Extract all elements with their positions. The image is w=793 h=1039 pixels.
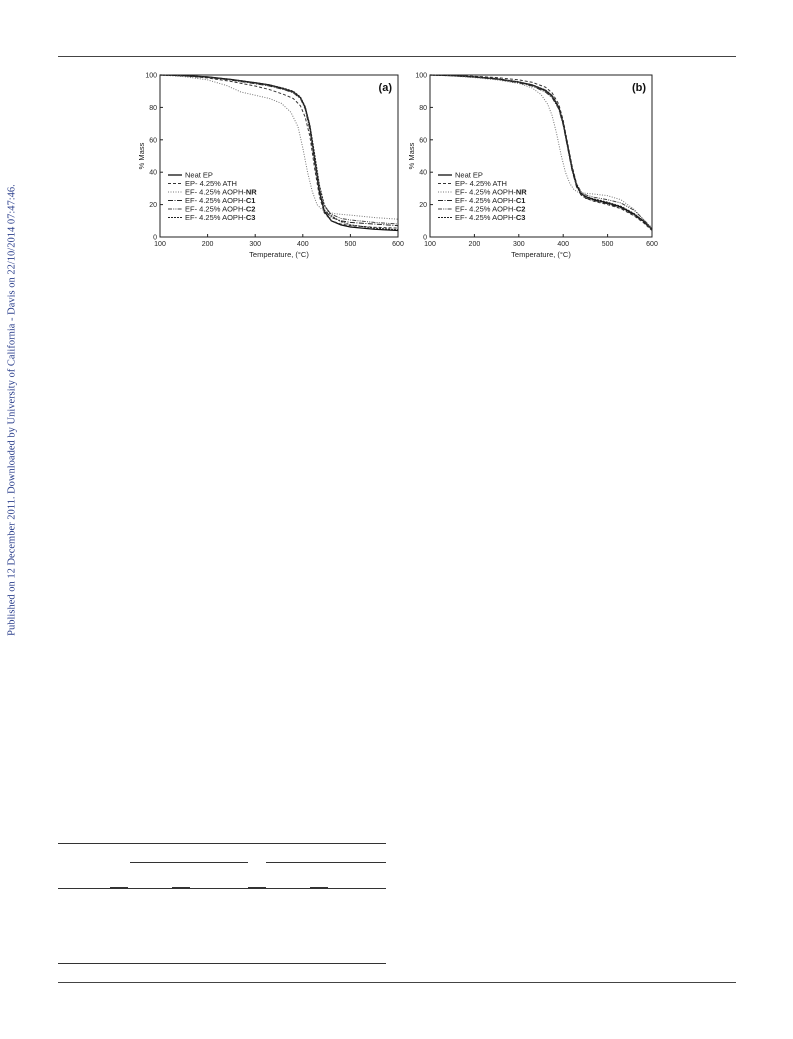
chart-a-legend-entry: Neat EP: [185, 170, 213, 180]
chart-b-y-tick-label: 60: [419, 137, 427, 145]
tga-chart-a-svg: [130, 66, 405, 266]
chart-a-legend-entry: EP- 4.25% ATH: [185, 179, 237, 188]
chart-b-legend-entry: EF- 4.25% AOPH-C1: [455, 196, 526, 205]
table-fragment: [58, 843, 386, 965]
chart-a-y-tick-label: 40: [149, 169, 157, 177]
chart-a-legend-entry: EF- 4.25% AOPH-C1: [185, 196, 256, 205]
chart-b-x-tick-label: 100: [424, 241, 436, 248]
tga-chart-a: [130, 66, 405, 266]
table-header-mark-2: [172, 887, 190, 889]
chart-b-x-axis-title: Temperature, (°C): [511, 250, 571, 259]
chart-a-y-tick-label: 60: [149, 137, 157, 145]
chart-a-legend-entry: EF- 4.25% AOPH-NR: [185, 187, 257, 197]
chart-b-y-axis-title: % Mass: [407, 142, 416, 170]
chart-a-x-tick-label: 200: [201, 241, 214, 248]
table-group-rule-1: [130, 862, 248, 863]
chart-a-y-tick-label: 20: [149, 202, 157, 210]
chart-a-x-tick-label: 100: [154, 241, 166, 248]
chart-a-legend-entry: EF- 4.25% AOPH-C2: [185, 204, 256, 214]
chart-a-x-tick-label: 500: [344, 241, 357, 248]
chart-a-y-tick-label: 0: [153, 234, 157, 242]
chart-b-legend-entry: EF- 4.25% AOPH-C3: [455, 213, 526, 222]
chart-b-x-tick-label: 200: [468, 241, 481, 248]
chart-a-panel-label: (a): [378, 82, 392, 94]
chart-b-y-tick-label: 100: [415, 72, 427, 80]
tga-chart-b-svg: [400, 66, 660, 266]
publication-sidebar-text: Published on 12 December 2011. Downloaded by University of California - Davis on 22/10/2014 07:47:46.: [6, 184, 18, 636]
chart-a-x-tick-label: 300: [249, 241, 262, 248]
tga-chart-b: [400, 66, 660, 266]
chart-b-y-tick-label: 40: [419, 169, 427, 177]
table-header-mark-3: [248, 887, 266, 889]
chart-a-y-axis-title: % Mass: [137, 142, 146, 170]
chart-a-legend-entry: EF- 4.25% AOPH-C3: [185, 213, 256, 222]
chart-b-legend-entry: EP- 4.25% ATH: [455, 179, 507, 188]
chart-a-y-tick-label: 100: [145, 72, 157, 80]
chart-a-x-axis-title: Temperature, (°C): [249, 250, 309, 259]
chart-b-x-tick-label: 300: [512, 241, 525, 248]
chart-b-legend-entry: EF- 4.25% AOPH-C2: [455, 204, 526, 214]
chart-b-legend-entry: EF- 4.25% AOPH-NR: [455, 187, 527, 197]
chart-b-legend-entry: Neat EP: [455, 170, 483, 180]
chart-b-y-tick-label: 80: [419, 104, 427, 112]
chart-b-y-tick-label: 0: [423, 234, 427, 242]
chart-a-x-tick-label: 400: [296, 241, 309, 248]
chart-b-panel-label: (b): [631, 82, 646, 94]
chart-a-y-tick-label: 80: [149, 104, 157, 112]
table-header-mark-4: [310, 887, 328, 889]
table-group-rule-2: [266, 862, 386, 863]
header-rule: [58, 56, 736, 57]
chart-a-x-tick-label: 600: [392, 241, 404, 248]
publication-sidebar: [2, 180, 22, 640]
table-header-mark-1: [110, 887, 128, 889]
chart-b-x-tick-label: 400: [557, 241, 570, 248]
chart-b-x-tick-label: 500: [601, 241, 614, 248]
table-header-rule: [58, 888, 386, 889]
table-top-rule: [58, 843, 386, 844]
footer-rule: [58, 982, 736, 983]
table-bottom-rule: [58, 963, 386, 964]
chart-b-x-tick-label: 600: [646, 241, 658, 248]
chart-b-y-tick-label: 20: [419, 202, 427, 210]
